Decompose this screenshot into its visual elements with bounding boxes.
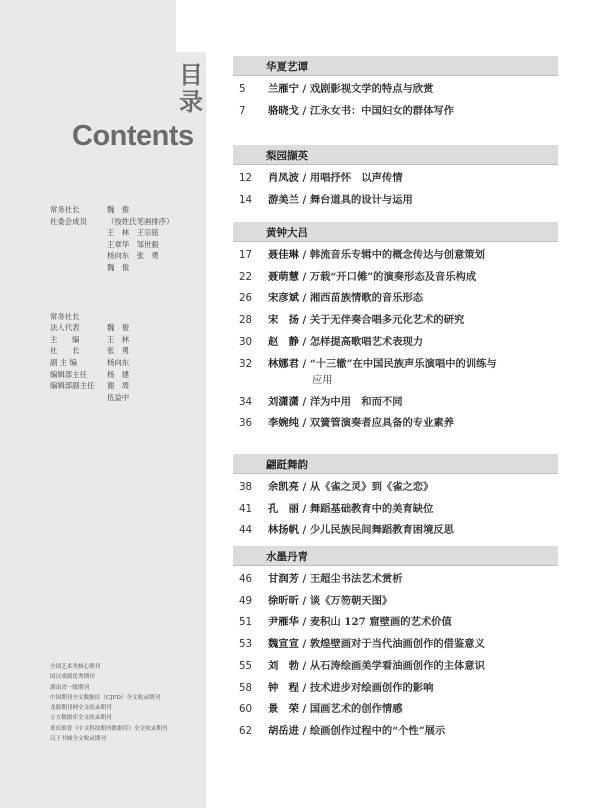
separator: / [298,193,310,206]
page-number: 14 [239,193,253,206]
staff-row [50,262,200,274]
author-name: 甘润芳 [268,573,299,585]
page-number: 34 [239,395,253,408]
staff-name: 谢 周 [107,381,130,391]
entry-author-title [268,658,485,674]
indexing-item: 中国期刊全文数据库（CJFD）全文收录期刊 [50,694,160,701]
article-title: 用唱抒怀 以声传情 [309,172,403,184]
separator: / [298,481,310,493]
entry-author-title [268,81,433,97]
page-number: 38 [239,481,253,493]
page-title-english: Contents [72,120,194,152]
article-title: 韩流音乐专辑中的概念传达与创意策划 [309,249,485,261]
staff-row [50,227,200,239]
indexing-item: 全国艺术类核心期刊 [50,664,101,670]
entry-author-title [268,522,454,538]
staff-row [50,311,200,323]
staff-row [50,250,200,262]
author-name: 林扬帆 [268,524,299,537]
author-name: 兰雁宁 [268,83,299,95]
article-title: 敦煌壁画对于当代油画创作的借鉴意义 [309,638,485,651]
article-title: 湘西苗族情歌的音乐形态 [309,292,424,305]
page-number: 41 [239,502,253,515]
staff-role: 副 主 编 [50,357,77,367]
page-title-chinese: 目录 [179,61,203,116]
separator: / [298,659,310,672]
staff-row [50,380,200,392]
indexing-item: 汉王书城全文收录期刊 [50,736,106,743]
article-title: 从石涛绘画美学看油画创作的主体意识 [309,659,485,672]
staff-name: 杨 建 [107,369,130,379]
indexing-item: 重庆维普《中文科技期刊数据库》全文收录期刊 [50,725,168,732]
section-title: 翩跹舞韵 [266,459,308,471]
staff-role: 编辑部主任 [50,369,87,379]
separator: / [298,357,310,370]
page-number: 51 [239,616,253,629]
author-name: 徐昕昕 [268,594,299,607]
entry-author-title [268,394,403,410]
separator: / [298,594,310,607]
author-name: 尹雁华 [268,616,299,629]
staff-row [50,392,200,404]
section-header [233,546,558,566]
article-title: 双簧管演奏者应具备的专业素养 [309,417,454,430]
staff-name: 魏 俊 [107,262,130,272]
author-name: 肖凤波 [268,172,299,184]
separator: / [298,573,310,585]
entry-author-title [268,680,433,696]
author-name: 魏宣宣 [268,638,299,651]
page-number: 17 [239,249,253,261]
author-name: 林娜君 [268,357,299,370]
author-name: 聂佳琳 [268,249,299,261]
separator: / [298,417,310,430]
author-name: 游美兰 [268,193,299,206]
entry-author-title [268,192,413,208]
staff-row [50,357,200,369]
separator: / [298,172,310,184]
page-number: 44 [239,524,253,537]
page-number: 26 [239,292,253,305]
separator: / [298,83,310,95]
article-title: 绘画创作过程中的“个性”展示 [309,724,446,737]
author-name: 李婉纯 [268,417,299,430]
page-number: 32 [239,357,253,370]
author-name: 胡岳进 [268,724,299,737]
staff-name: 伍益中 [107,392,130,402]
staff-name: 杨向东 [107,357,130,367]
section-title: 梨园撷英 [266,150,308,162]
entry-author-title [268,571,403,587]
staff-name: 王章华 邹世毅 [107,239,159,249]
entry-author-title [268,334,423,350]
page-number: 30 [239,335,253,348]
separator: / [298,395,310,408]
author-name: 宋 扬 [268,314,299,327]
staff-name: 魏 俊 [107,323,130,333]
author-name: 宋彦斌 [268,292,299,305]
article-title: “十三辙”在中国民族声乐演唱中的训练与 [309,357,497,370]
section-title: 黄钟大吕 [266,227,308,239]
page-number: 55 [239,659,253,672]
author-name: 余凯亮 [268,481,299,493]
separator: / [298,270,310,283]
article-title: 舞蹈基础教育中的美育缺位 [309,502,434,515]
entry-author-title [268,312,464,328]
page-number: 62 [239,724,253,737]
staff-name: 杨向东 张 勇 [107,251,159,261]
staff-row [50,239,200,251]
article-title: 国画艺术的创作情感 [309,703,403,716]
article-title: 麦积山 127 窟壁画的艺术价值 [309,616,452,629]
article-title: 戏剧影视文学的特点与欣赏 [309,83,434,95]
article-title: 少儿民族民间舞蹈教育困境反思 [309,524,454,537]
staff-name: 王 林 王宗铭 [107,228,159,238]
page-number: 7 [239,104,246,117]
staff-role: 常务社长 [50,311,80,321]
author-name: 刘潇潇 [268,395,299,408]
page-number: 12 [239,172,253,184]
entry-author-title [268,636,485,652]
staff-row [50,204,200,216]
page-number: 53 [239,638,253,651]
entry-author-title [268,290,423,306]
separator: / [298,681,310,694]
indexing-item: 龙源期刊网全文收录期刊 [50,705,112,712]
entry-author-title [268,269,476,285]
separator: / [298,249,310,261]
separator: / [298,104,310,117]
separator: / [298,703,310,716]
author-name: 钟 程 [268,681,299,694]
separator: / [298,314,310,327]
entry-author-title [268,170,403,186]
staff-role: 主 编 [50,334,80,344]
header-notch [176,0,206,52]
staff-role: 社委会成员 [50,216,87,226]
entry-author-title [268,247,485,263]
article-title: 王超尘书法艺术赏析 [309,573,403,585]
indexing-item: 湖南省一级期刊 [50,684,90,691]
page-number: 49 [239,594,253,607]
author-name: 骆晓戈 [268,104,299,117]
author-name: 聂萌慧 [268,270,299,283]
section-title: 华夏艺谭 [266,61,308,73]
author-name: 赵 静 [268,335,299,348]
entry-author-title [268,479,433,495]
article-title: 舞台道具的设计与运用 [309,193,413,206]
separator: / [298,292,310,305]
staff-row [50,216,200,228]
entry-author-title [268,356,497,372]
staff-row [50,345,200,357]
staff-row [50,334,200,346]
author-name: 刘 勃 [268,659,299,672]
staff-role: 编辑部副主任 [50,381,95,391]
staff-row [50,369,200,381]
page-number: 5 [239,83,246,95]
staff-name: 王 林 [107,334,130,344]
staff-group-gap [50,274,200,311]
separator: / [298,616,310,629]
article-title: 洋为中用 和而不同 [309,395,403,408]
page-number: 60 [239,703,253,716]
article-title: 谈《万笏朝天图》 [309,594,393,607]
page-number: 58 [239,681,253,694]
section-title: 水墨丹青 [266,551,308,563]
entry-author-title [268,415,454,431]
article-title: 怎样提高歌唱艺术表现力 [309,335,424,348]
article-title: 江永女书：中国妇女的群体写作 [309,104,454,117]
article-title: 从《雀之灵》到《雀之恋》 [309,481,434,493]
staff-list [50,204,200,403]
indexing-item: 万方数据库全文收录期刊 [50,715,112,722]
article-title: 关于无伴奏合唱多元化艺术的研究 [309,314,465,327]
staff-row [50,322,200,334]
separator: / [298,638,310,651]
entry-author-title [268,593,392,609]
indexing-item: 国汉戏剧优秀期刊 [50,674,95,681]
section-header [233,56,558,76]
staff-name: （按姓氏笔画排序） [107,216,174,226]
separator: / [298,335,310,348]
article-title: 技术进步对绘画创作的影响 [309,681,434,694]
article-title: 万载“开口傩”的演奏形态及音乐构成 [309,270,477,283]
staff-role: 社 长 [50,346,80,356]
article-title-continuation: 应用 [312,374,333,386]
page-number: 22 [239,270,253,283]
entry-author-title [268,103,454,119]
separator: / [298,502,310,515]
entry-author-title [268,701,403,717]
section-header [233,222,558,242]
page-number: 36 [239,417,253,430]
entry-author-title [268,723,445,739]
separator: / [298,524,310,537]
staff-role: 法人代表 [50,323,80,333]
page-number: 46 [239,573,253,585]
staff-name: 张 勇 [107,346,130,356]
entry-author-title [268,614,452,630]
author-name: 景 荣 [268,703,299,716]
entry-author-title [268,501,433,517]
indexing-list [50,662,200,744]
author-name: 孔 丽 [268,502,299,515]
separator: / [298,724,310,737]
section-header [233,145,558,165]
staff-name: 魏 俊 [107,205,130,214]
page-number: 28 [239,314,253,327]
staff-role: 常务社长 [50,205,80,214]
section-header [233,454,558,474]
